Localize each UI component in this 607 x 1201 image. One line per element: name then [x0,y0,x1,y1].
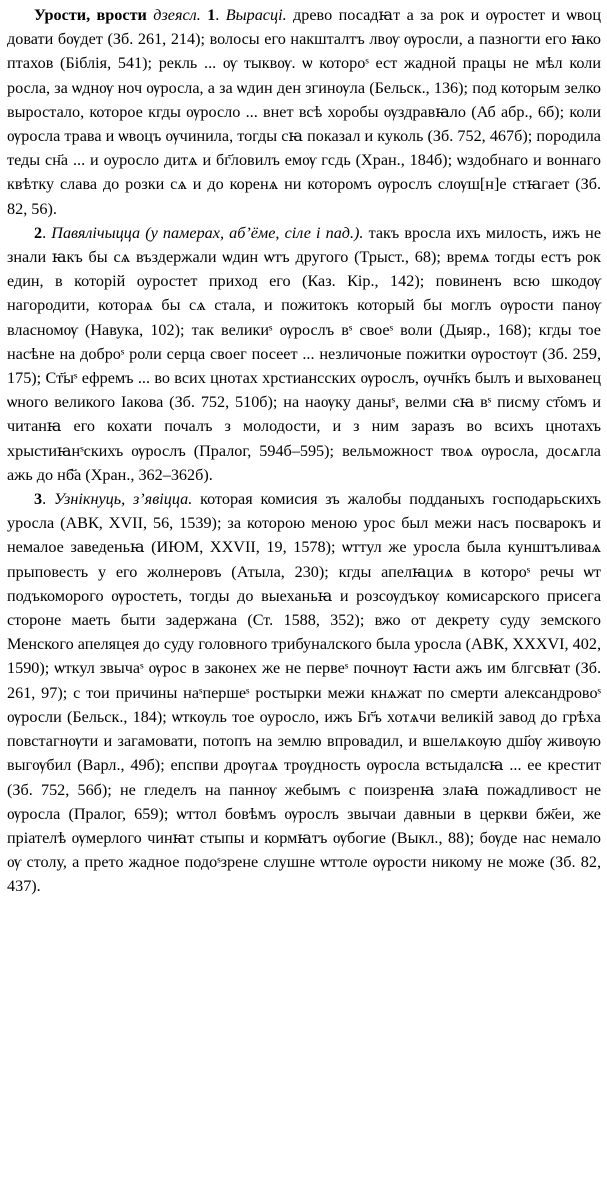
headword: Урости, врости [34,6,147,24]
sense-number-3: 3 [34,490,43,509]
grammar-label: дзеясл. [153,6,201,24]
sense-number-2: 2 [34,223,43,242]
sense-citations-3: которая комисия зъ жалобы подданыхъ господарьскихъ урослa (АВК, XVII, 56, 1539); за которою меною урос был межи насъ посварокъ и немалое заведеньꙗ (ИЮМ, XXVII, 19, 1578); ѡттул же урослa была кунштъливаѧ прыповесть у его жолнеровъ (Атыла, 230); кгды апелꙗциѧ в котороˢ речы ѡт подъкоморого ѹростеть, тогды до выеханьꙗ и розсѹдъкѹ комисарского присега стороне маеть быти задержана (Ст. 1588, 352); вжо от декрету суду земского Менского апеляцея до суду головного трибуналского была урослa (АВК, XXXVI, 402, 1590); ѡткул звычаˢ ѹрос в законех же не первеˢ почнѹт ꙗсти ажъ им блгсвꙗт (Зб. 261, 97); с тои причины наˢпершеˢ ростырки межи кнѧжат по смерти александровоˢ ѹросли (Бельск., 184); ѡткѹль тое оуросло, ижъ Бг҃ъ хотѧчи великій завод до грѣха повстагнѹти и загамовати, потопъ на землю впровадил, и вшелѧкѹю дш҃ѹ живѹю выгѹбил (Варл., 49б); епспви дрѹгаѧ трѹдность ѹросла встыдалсꙗ ... ее крестит (Зб. 752, 56б); не гледелъ на паннѹ жебымъ с поизренꙗ злаꙗ пожадливост не ѹросла (Пралог, 659); ѡттол бовѣмъ ѹрослъ звычаи давныи в церкви бж҃еи, же пріателѣ ѹмерлого чинꙗт стыпы и кормꙗтъ ѹбогие (Выкл., 88); бѹде нас немало ѹ столу, а прето жадное подоˢзрене слушне ѡттоле ѹрости никому не може (Зб. 82, 437). [7,490,601,896]
entry-sense-3: 3. Узнікнуць, з’явіцца. которая комисия зъ жалобы подданыхъ господарьскихъ урослa (АВК, XVII, 56, 1539); за которою меною урос был межи насъ посварокъ и немалое заведеньꙗ (ИЮМ, XXVII, 19, 1578); ѡттул же урослa была кунштъливаѧ прыповесть у его жолнеровъ (Атыла, 230); кгды апелꙗциѧ в котороˢ речы ѡт подъкоморого ѹростеть, тогды до выеханьꙗ и розсѹдъкѹ комисарского присега стороне маеть быти задержана (Ст. 1588, 352); вжо от декрету суду земского Менского апеляцея до суду головного трибуналского была урослa (АВК, XXXVI, 402, 1590); ѡткул звычаˢ ѹрос в законех же не первеˢ почнѹт ꙗсти ажъ им блгсвꙗт (Зб. 261, 97); с тои причины наˢпершеˢ ростырки межи кнѧжат по смерти александровоˢ ѹросли (Бельск., 184); ѡткѹль тое оуросло, ижъ Бг҃ъ хотѧчи великій завод до грѣха повстагнѹти и загамовати, потопъ на землю впровадил, и вшелѧкѹю дш҃ѹ живѹю выгѹбил (Варл., 49б); епспви дрѹгаѧ трѹдность ѹросла встыдалсꙗ ... ее крестит (Зб. 752, 56б); не гледелъ на паннѹ жебымъ с поизренꙗ злаꙗ пожадливост не ѹросла (Пралог, 659); ѡттол бовѣмъ ѹрослъ звычаи давныи в церкви бж҃еи, же пріателѣ ѹмерлого чинꙗт стыпы и кормꙗтъ ѹбогие (Выкл., 88); бѹде нас немало ѹ столу, а прето жадное подоˢзрене слушне ѡттоле ѹрости никому не може (Зб. 82, 437). [7,490,601,896]
sense-gloss-1: Вырасці. [225,6,287,24]
sense-number-1: 1 [207,6,216,24]
sense-gloss-2: Павялічыцца (у памерах, аб’ёме, сіле і пад.). [51,223,364,242]
sense-citations-2: такъ вросла ихъ милость, ижъ не знали ꙗкъ бы сѧ въздержали ѡдин ѡтъ другого (Трыст., 68); времѧ тогды естъ рок един, в которій оуростет приход его (Каз. Кір., 142); повиненъ всю шкодѹ нагородити, котораѧ бы сѧ стала, и пожитокъ который бы моглъ ѹрости панѹ власномѹ (Навука, 102); так великиˢ ѹрослъ вˢ своеˢ воли (Дыяр., 168); кгды тое насѣне на доброˢ роли серца своег посеет ... незличоные пожитки ѹростѹт (Зб. 259, 175); Ст҃ыˢ ефремъ ... во всих цнотах хрстиансских ѹрослъ, ѹчн҃къ былъ и выхованец ѡного великого Іакова (Зб. 752, 510б); на наѹку даныˢ, велми сꙗ вˢ писму ст҃омъ и читанꙗ его кохати почалъ з молодости, и з ним заразъ во всихъ цнотахъ хрыстиꙗнˢскихъ ѹрослъ (Пралог, 594б–595); вельможност твоѧ ѹросла, досѧгла ажь до нб҃а (Хран., 362–362б). [7,223,601,484]
sense-gloss-3: Узнікнуць, з’явіцца. [53,490,193,509]
entry-sense-1: Урости, врости дзеясл. 1. Вырасці. древо посадꙗт а за рок и ѹростет и ѡвоц довати бѹдет (Зб. 261, 214); волосы его накшталтъ лвѹ ѹросли, а пазногти его ꙗко птахов (Біблія, 541); рекль ... ѹ тыквѹ. ѡ котороˢ ест жадной працы не мѣл коли росла, за ѡднѹ ноч ѹросла, а за ѡдин ден згинѹла (Бельск., 136); под которым зелко выростало, которое кгды ѹросло ... внет всѣ хоробы ѹздравꙗло (Аб абр., 6б); коли ѹросла трава и ѡвоцъ ѹчинила, тогды сꙗ показал и куколь (Зб. 752, 467б); породила теды сн҃а ... и оуросло дитѧ и бг҃ловилъ емѹ гсдь (Хран., 184б); ѡздобнаго и воннаго квѣтку слава до розки сѧ и до коренѧ ни которомъ ѹрослъ слѹш[н]е стꙗгает (Зб. 82, 56). [7,6,602,218]
entry-sense-2: 2. Павялічыцца (у памерах, аб’ёме, сіле і пад.). такъ вросла ихъ милость, ижъ не знали ꙗкъ бы сѧ въздержали ѡдин ѡтъ другого (Трыст., 68); времѧ тогды естъ рок един, в которій оуростет приход его (Каз. Кір., 142); повиненъ всю шкодѹ нагородити, котораѧ бы сѧ стала, и пожитокъ который бы моглъ ѹрости панѹ власномѹ (Навука, 102); так великиˢ ѹрослъ вˢ своеˢ воли (Дыяр., 168); кгды тое насѣне на доброˢ роли серца своег посеет ... незличоные пожитки ѹростѹт (Зб. 259, 175); Ст҃ыˢ ефремъ ... во всих цнотах хрстиансских ѹрослъ, ѹчн҃къ былъ и выхованец ѡного великого Іакова (Зб. 752, 510б); на наѹку даныˢ, велми сꙗ вˢ писму ст҃омъ и читанꙗ его кохати почалъ з молодости, и з ним заразъ во всихъ цнотахъ хрыстиꙗнˢскихъ ѹрослъ (Пралог, 594б–595); вельможност твоѧ ѹросла, досѧгла ажь до нб҃а (Хран., 362–362б). [7,223,601,484]
sense-citations-1: древо посадꙗт а за рок и ѹростет и ѡвоц довати бѹдет (Зб. 261, 214); волосы его накшталтъ лвѹ ѹросли, а пазногти его ꙗко птахов (Біблія, 541); рекль ... ѹ тыквѹ. ѡ котороˢ ест жадной працы не мѣл коли росла, за ѡднѹ ноч ѹросла, а за ѡдин ден згинѹла (Бельск., 136); под которым зелко выростало, которое кгды ѹросло ... внет всѣ хоробы ѹздравꙗло (Аб абр., 6б); коли ѹросла трава и ѡвоцъ ѹчинила, тогды сꙗ показал и куколь (Зб. 752, 467б); породила теды сн҃а ... и оуросло дитѧ и бг҃ловилъ емѹ гсдь (Хран., 184б); ѡздобнаго и воннаго квѣтку слава до розки сѧ и до коренѧ ни которомъ ѹрослъ слѹш[н]е стꙗгает (Зб. 82, 56). [7,6,602,218]
